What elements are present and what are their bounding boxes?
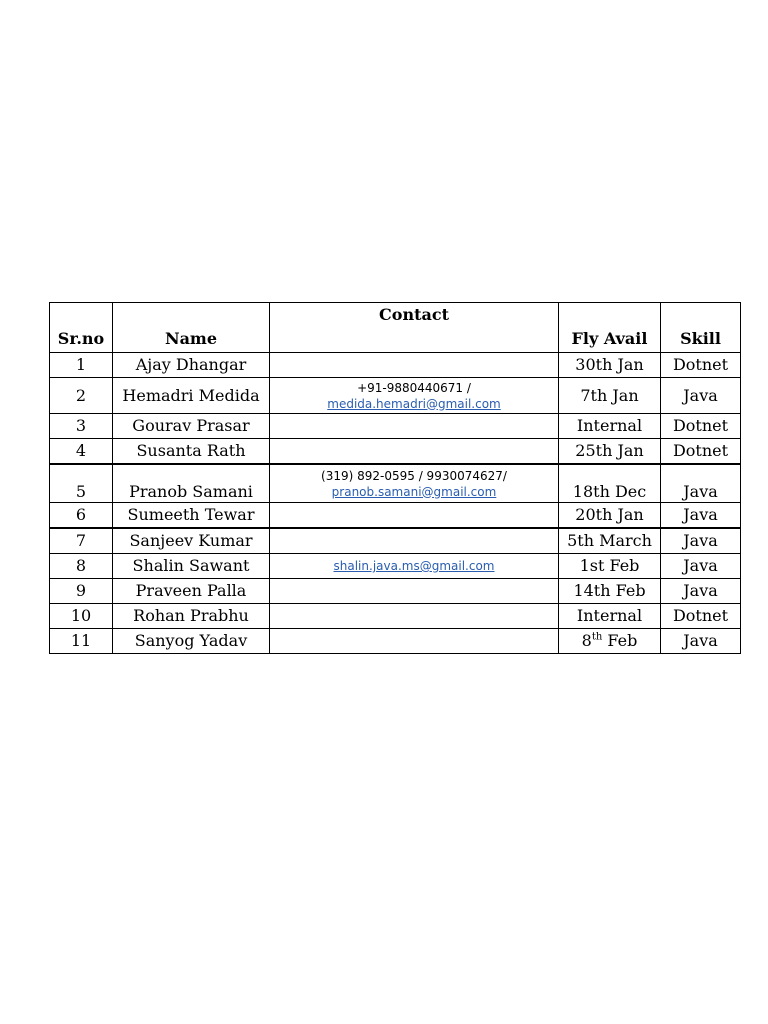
cell-contact: [270, 464, 559, 503]
cell-name: Sumeeth Tewar: [113, 503, 270, 529]
cell-srno: 2: [50, 378, 113, 414]
cell-skill: Dotnet: [661, 604, 741, 629]
contact-email-link[interactable]: pranob.samani@gmail.com: [331, 484, 497, 499]
cell-skill: Java: [661, 554, 741, 579]
cell-name: Shalin Sawant: [113, 554, 270, 579]
table-row: [50, 414, 741, 439]
cell-name: Susanta Rath: [113, 439, 270, 465]
cell-srno: 6: [50, 503, 113, 529]
cell-contact: [270, 414, 559, 439]
cell-skill: Dotnet: [661, 439, 741, 465]
cell-fly-avail: 7th Jan: [559, 378, 661, 414]
table-row: [50, 439, 741, 465]
cell-srno: 8: [50, 554, 113, 579]
header-skill: Skill: [661, 303, 741, 353]
cell-skill: Dotnet: [661, 414, 741, 439]
cell-srno: 3: [50, 414, 113, 439]
contact-email-link[interactable]: medida.hemadri@gmail.com: [327, 396, 501, 411]
cell-contact: [270, 604, 559, 629]
cell-name: Rohan Prabhu: [113, 604, 270, 629]
cell-srno: 1: [50, 353, 113, 378]
header-srno: Sr.no: [50, 303, 113, 353]
cell-contact: [270, 528, 559, 554]
candidate-table: [49, 302, 741, 654]
table-row: [50, 579, 741, 604]
cell-srno: 7: [50, 528, 113, 554]
cell-skill: Java: [661, 528, 741, 554]
cell-skill: Java: [661, 629, 741, 654]
header-name: Name: [113, 303, 270, 353]
cell-name: Pranob Samani: [113, 464, 270, 503]
cell-srno: 11: [50, 629, 113, 654]
cell-contact: [270, 554, 559, 579]
cell-fly-avail: [559, 629, 661, 654]
cell-fly-avail: Internal: [559, 604, 661, 629]
cell-srno: 10: [50, 604, 113, 629]
cell-fly-avail: 18th Dec: [559, 464, 661, 503]
cell-contact: [270, 503, 559, 529]
cell-contact: [270, 579, 559, 604]
cell-fly-avail: 5th March: [559, 528, 661, 554]
table-row: [50, 528, 741, 554]
cell-skill: Java: [661, 464, 741, 503]
cell-name: Ajay Dhangar: [113, 353, 270, 378]
cell-name: Hemadri Medida: [113, 378, 270, 414]
cell-name: Sanjeev Kumar: [113, 528, 270, 554]
cell-contact: [270, 353, 559, 378]
cell-skill: Java: [661, 503, 741, 529]
cell-srno: 9: [50, 579, 113, 604]
table-row: [50, 604, 741, 629]
cell-fly-avail: 30th Jan: [559, 353, 661, 378]
cell-name: Praveen Palla: [113, 579, 270, 604]
table-row: [50, 353, 741, 378]
cell-name: Gourav Prasar: [113, 414, 270, 439]
cell-skill: Java: [661, 378, 741, 414]
cell-contact: [270, 439, 559, 465]
table-row: [50, 503, 741, 529]
contact-phone: +91-9880440671 /: [357, 380, 471, 395]
header-row: [50, 303, 741, 353]
cell-srno: 4: [50, 439, 113, 465]
cell-fly-avail: 20th Jan: [559, 503, 661, 529]
cell-srno: 5: [50, 464, 113, 503]
header-fly-avail: Fly Avail: [559, 303, 661, 353]
header-contact: Contact: [270, 303, 559, 353]
cell-name: Sanyog Yadav: [113, 629, 270, 654]
contact-email-link[interactable]: shalin.java.ms@gmail.com: [333, 559, 495, 573]
cell-contact: [270, 629, 559, 654]
table-row: [50, 464, 741, 503]
cell-skill: Java: [661, 579, 741, 604]
cell-fly-avail: 14th Feb: [559, 579, 661, 604]
table-row: [50, 629, 741, 654]
cell-fly-avail: 1st Feb: [559, 554, 661, 579]
fly-avail-day: 8: [581, 631, 592, 650]
cell-contact: [270, 378, 559, 414]
cell-fly-avail: 25th Jan: [559, 439, 661, 465]
fly-avail-ordinal-suffix: th: [591, 631, 603, 643]
cell-skill: Dotnet: [661, 353, 741, 378]
table-row: [50, 378, 741, 414]
cell-fly-avail: Internal: [559, 414, 661, 439]
fly-avail-month: Feb: [602, 631, 638, 650]
table-row: [50, 554, 741, 579]
contact-phone: (319) 892-0595 / 9930074627/: [321, 468, 507, 483]
